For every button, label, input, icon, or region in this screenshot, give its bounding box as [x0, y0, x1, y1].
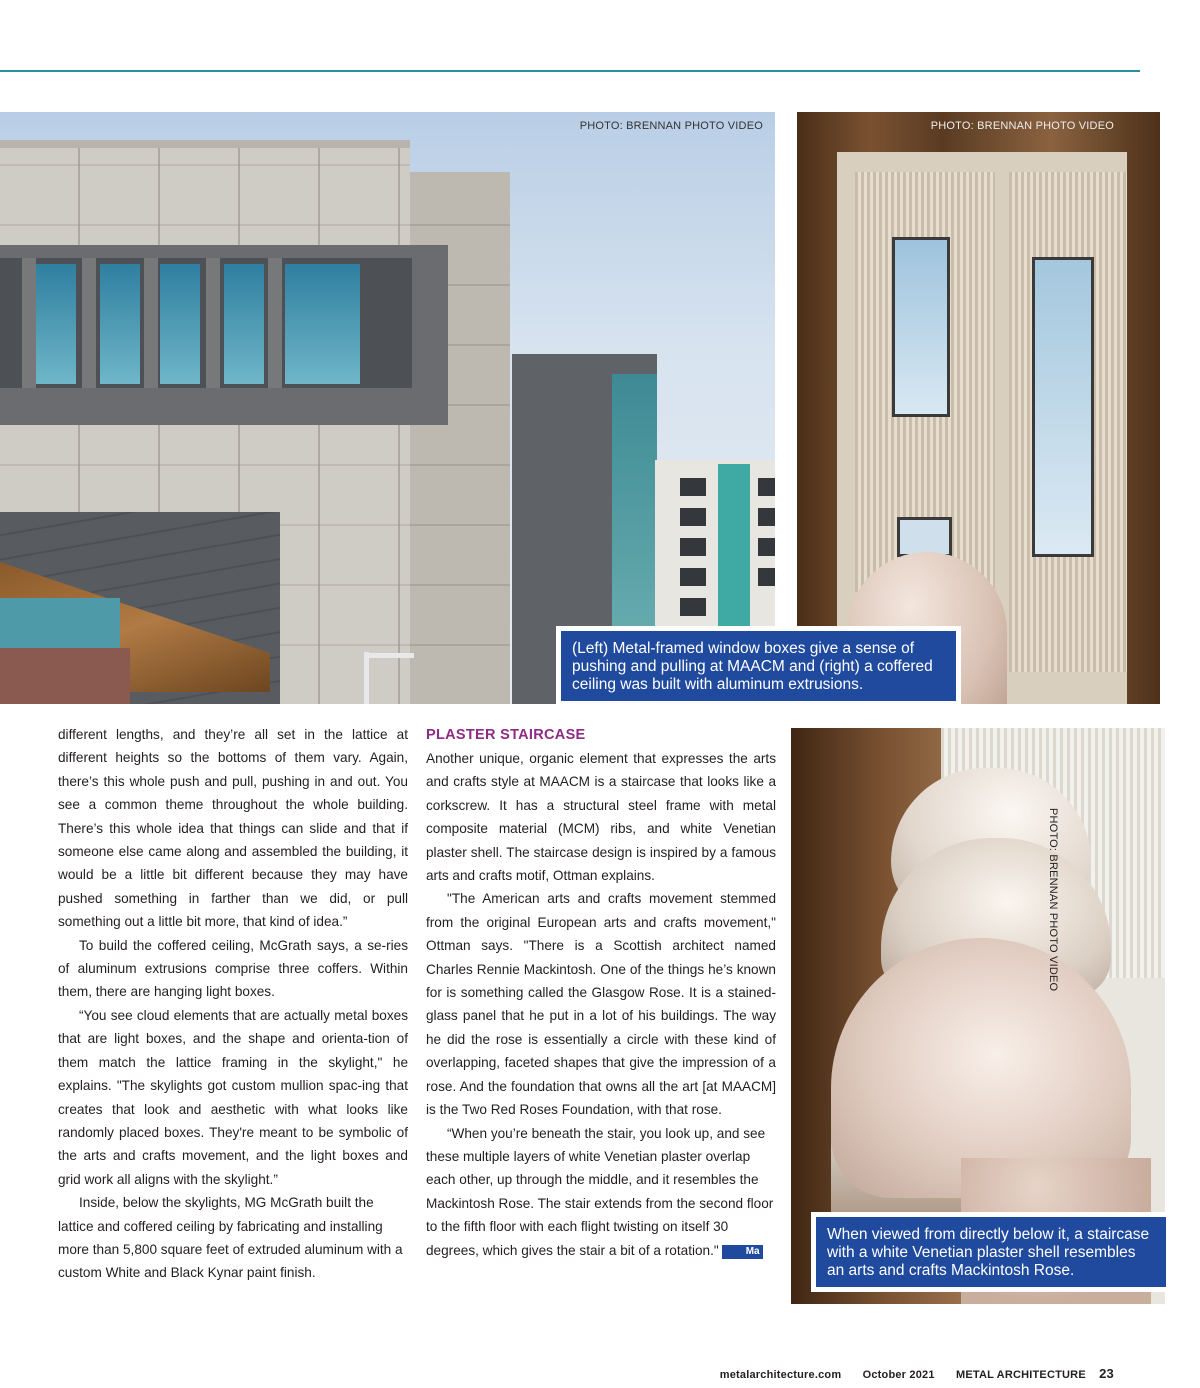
website-label: metalarchitecture.com — [719, 1369, 842, 1381]
window — [224, 264, 264, 384]
window — [680, 568, 706, 586]
window — [758, 508, 775, 526]
window — [680, 478, 706, 496]
coffered-ceiling-photo — [797, 112, 1160, 704]
page-footer — [720, 1366, 1114, 1381]
skylight — [897, 517, 952, 557]
light-pole — [364, 652, 369, 704]
paragraph: different lengths, and they’re all set in the lattice at different heights so the bottoms of them vary. Again, there’s this whole push and pull, pushing in and out. You see a common theme throughout the whole building. There’s this whole idea that things can slide and that if someone else came along and assembled the building, it would be a little bit different because they may have pushed something in farther than we did, or pull something out a little bit more, that kind of idea.” — [58, 727, 408, 930]
mullion — [144, 258, 158, 388]
window — [680, 538, 706, 556]
window — [160, 264, 200, 384]
photo-credit: PHOTO: BRENNAN PHOTO VIDEO — [930, 120, 1114, 132]
brick-wall — [0, 648, 130, 704]
paragraph-text: “When you’re beneath the stair, you look up, and see these multiple layers of white Venetian plaster overlap each other, up through the middle, and it resembles the Mackintosh Rose. The stair extends from the second floor to the fifth floor with each flight twisting on itself 30 degrees, which gives the stair a bit of a rotation." — [426, 1125, 774, 1258]
light-pole-arm — [364, 653, 414, 658]
building-exterior-photo — [0, 112, 775, 704]
mullion — [268, 258, 282, 388]
photo-caption: (Left) Metal-framed window boxes give a sense of pushing and pulling at MAACM and (right) a coffered ceiling was built with aluminum extrusions. — [556, 626, 961, 706]
page-number: 23 — [1099, 1366, 1114, 1381]
window — [758, 568, 775, 586]
article-column-left — [58, 723, 408, 1285]
window — [285, 264, 360, 384]
issue-date: October 2021 — [862, 1369, 935, 1381]
article-column-middle — [426, 723, 776, 1262]
facade-parapet — [0, 140, 410, 148]
window — [100, 264, 140, 384]
paragraph: "The American arts and crafts movement stemmed from the original European arts and crafts movement," Ottman says. "There is a Scottish architect named Charles Rennie Mackintosh. One of the things he’s known for is something called the Glasgow Rose. It is a stained-glass panel that he put in a lot of his buildings. The way he did the rose is essentially a circle with these kind of overlapping, faceted shapes that give the impression of a rose. And the foundation that owns all the art [at MAACM] is the Two Red Roses Foundation, with that rose. — [426, 891, 776, 1118]
paragraph: “You see cloud elements that are actually metal boxes that are light boxes, and the shape and orienta-tion of them match the lattice framing in the skylight," he explains. "The skylights got custom mullion spac-ing that creates that look and aesthetic with what looks like randomly placed boxes. They're meant to be symbolic of the arts and crafts movement, and the light boxes and grid work all aligns with the skylight.” — [58, 1007, 408, 1187]
window — [758, 538, 775, 556]
paragraph: To build the coffered ceiling, McGrath says, a se-ries of aluminum extrusions comprise three coffers. Within them, there are hanging light boxes. — [58, 937, 408, 1000]
window — [758, 478, 775, 496]
paragraph — [426, 1122, 776, 1262]
header-rule — [0, 70, 1140, 72]
magazine-name: METAL ARCHITECTURE — [955, 1369, 1086, 1381]
paragraph: Another unique, organic element that expresses the arts and crafts style at MAACM is a staircase that looks like a corkscrew. It has a structural steel frame with metal composite material (MCM) ribs, and white Venetian plaster shell. The staircase design is inspired by a famous arts and crafts motif, Ottman explains. — [426, 751, 776, 884]
skylight — [892, 237, 950, 417]
window — [680, 508, 706, 526]
mullion — [206, 258, 220, 388]
end-mark-logo: Ma — [722, 1245, 763, 1259]
mullion — [22, 258, 36, 388]
window — [680, 598, 706, 616]
photo-caption: When viewed from directly below it, a staircase with a white Venetian plaster shell resembles an arts and crafts Mackintosh Rose. — [811, 1212, 1171, 1292]
photo-credit: PHOTO: BRENNAN PHOTO VIDEO — [579, 120, 763, 132]
window — [36, 264, 76, 384]
canopy-glass — [0, 598, 120, 648]
mullion — [82, 258, 96, 388]
skylight — [1032, 257, 1094, 557]
paragraph: Inside, below the skylights, MG McGrath built the lattice and coffered ceiling by fabricating and installing more than 5,800 square feet of extruded aluminum with a custom White and Black Kynar paint finish. — [58, 1195, 403, 1281]
section-heading: PLASTER STAIRCASE — [426, 727, 586, 743]
photo-credit: PHOTO: BRENNAN PHOTO VIDEO — [1047, 808, 1059, 992]
